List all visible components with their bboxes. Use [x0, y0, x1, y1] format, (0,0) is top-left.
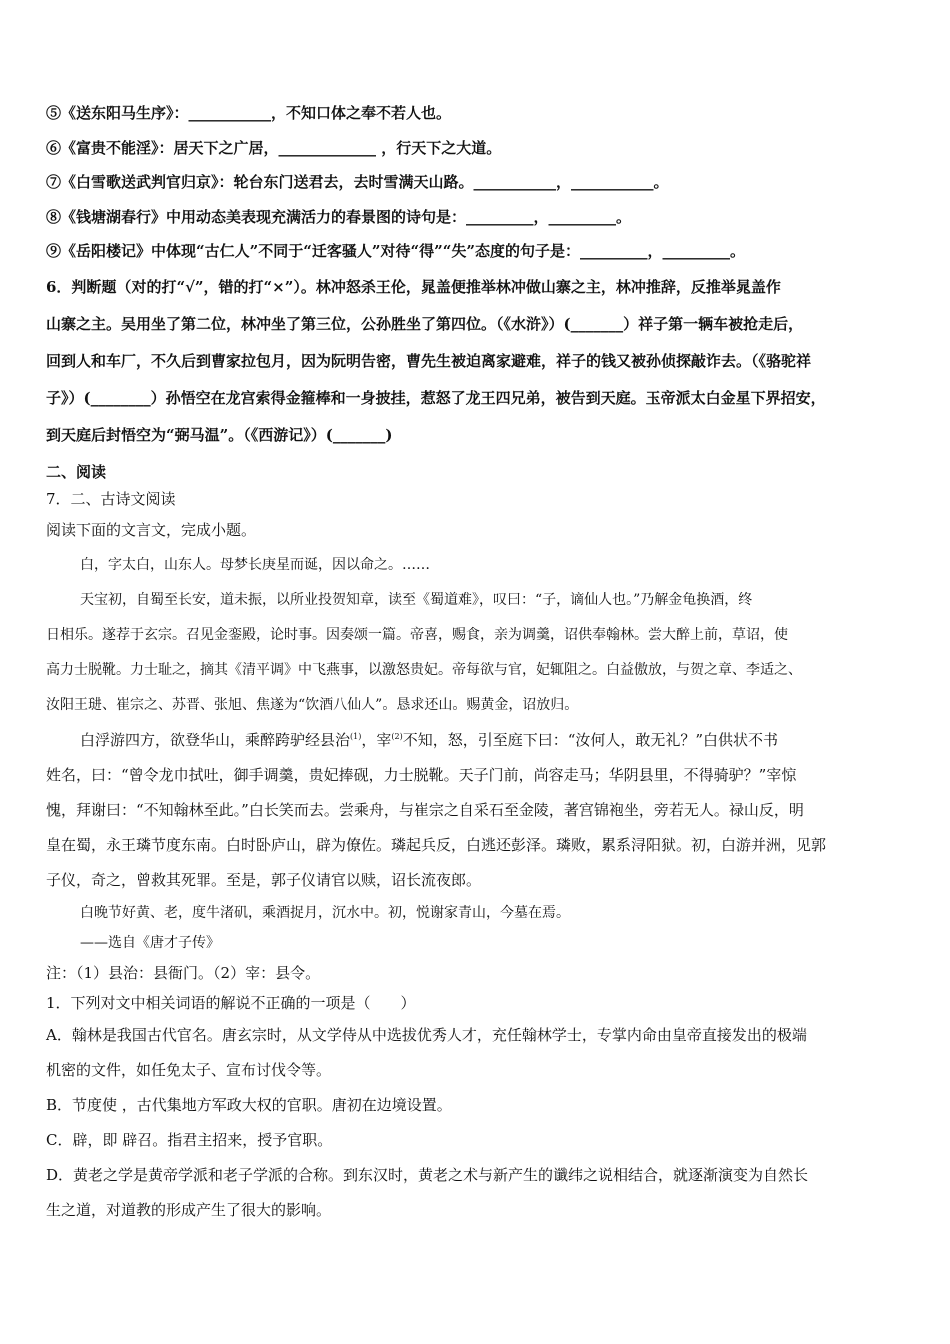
question-6-line: 山寨之主。吴用坐了第二位，林冲坐了第三位，公孙胜坐了第四位。（《水浒》）(_______）祥子第一辆车被抢走后， — [46, 314, 804, 333]
question-6-line: 6．判断题（对的打“√”，错的打“×”）。林冲怒杀王伦，晁盖便推举林冲做山寨之主，林冲推辞，反推举晁盖作 — [46, 277, 781, 296]
reading-instruction: 阅读下面的文言文，完成小题。 — [46, 520, 257, 539]
footnote-mark-2: (2) — [391, 731, 403, 741]
passage-text: 白浮游四方，欲登华山，乘醉跨驴经县治 — [80, 730, 351, 749]
question-6-line: 子》）(________）孙悟空在龙宫索得金箍棒和一身披挂，惹怒了龙王四兄弟，被告到天庭。玉帝派太白金星下界招安， — [46, 388, 826, 407]
passage-line: 天宝初，自蜀至长安，道未振，以所业投贺知章，读至《蜀道难》，叹曰：“子，谪仙人也。”乃解金龟换酒，终 — [80, 591, 753, 608]
question-6-line: 到天庭后封悟空为“弼马温”。（《西游记》）(_______) — [46, 425, 393, 444]
passage-line: 子仪，奇之，曾救其死罪。至是，郭子仪请官以赎，诏长流夜郎。 — [46, 870, 482, 889]
question-1-stem: 1．下列对文中相关词语的解说不正确的一项是（ ） — [46, 993, 416, 1012]
passage-notes: 注：（1）县治：县衙门。（2）宰：县令。 — [46, 963, 321, 982]
option-d-cont: 生之道，对道教的形成产生了很大的影响。 — [46, 1200, 332, 1219]
passage-line — [46, 723, 912, 758]
passage-line: 日相乐。遂荐于玄宗。召见金銮殿，论时事。因奏颂一篇。帝喜，赐食，亲为调羹，诏供奉翰林。尝大醉上前，草诏，使 — [46, 626, 788, 643]
passage-line: 皇在蜀，永王璘节度东南。白时卧庐山，辟为僚佐。璘起兵反，白逃还彭泽。璘败，累系浔阳狱。初，白游并洲，见郭 — [46, 835, 827, 854]
passage-paragraph-4: 白晚节好黄、老，度牛渚矶，乘酒捉月，沉水中。初，悦谢家青山，今墓在焉。 — [80, 904, 570, 921]
document-page — [46, 96, 912, 1228]
question-6 — [46, 269, 912, 454]
question-1 — [46, 988, 912, 1228]
fill-in-item-5: ⑤《送东阳马生序》：___________，不知口体之奉不若人也。 — [46, 104, 452, 122]
fill-in-item-9: ⑨《岳阳楼记》中体现“古仁人”不同于“迁客骚人”对待“得”“失”态度的句子是：_________，_________。 — [46, 242, 746, 260]
footnote-mark-1: (1) — [350, 731, 362, 741]
fill-in-item-6: ⑥《富贵不能淫》：居天下之广居，_____________ ，行天下之大道。 — [46, 138, 502, 157]
option-a: A．翰林是我国古代官名。唐玄宗时，从文学侍从中选拔优秀人才，充任翰林学士，专掌内命由皇帝直接发出的极端 — [46, 1025, 807, 1044]
fill-in-item-8: ⑧《钱塘湖春行》中用动态美表现充满活力的春景图的诗句是：_________，_________。 — [46, 207, 632, 226]
passage-paragraph-1: 白，字太白，山东人。母梦长庚星而诞，因以命之。…… — [80, 556, 430, 573]
option-d: D．黄老之学是黄帝学派和老子学派的合称。到东汉时，黄老之术与新产生的谶纬之说相结合，就逐渐演变为自然长 — [46, 1165, 809, 1184]
option-a-cont: 机密的文件，如任免太子、宣布讨伐令等。 — [46, 1060, 332, 1079]
question-6-line: 回到人和车厂，不久后到曹家拉包月，因为阮明告密，曹先生被迫离家避难，祥子的钱又被孙侦探敲诈去。（《骆驼祥 — [46, 351, 812, 370]
section-heading: 二、阅读 — [46, 462, 107, 481]
passage-line: 汝阳王琎、崔宗之、苏晋、张旭、焦遂为“饮酒八仙人”。恳求还山。赐黄金，诏放归。 — [46, 696, 579, 713]
question-7-label: 7．二、古诗文阅读 — [46, 489, 176, 508]
passage-line: 愧，拜谢曰：“不知翰林至此。”白长笑而去。尝乘舟，与崔宗之自采石至金陵，著宫锦袍坐，旁若无人。禄山反，明 — [46, 800, 804, 819]
passage-line: 姓名，曰：“曾令龙巾拭吐，御手调羹，贵妃捧砚，力士脱靴。天子门前，尚容走马；华阴县里，不得骑驴？”宰惊 — [46, 765, 797, 784]
passage-source: ——选自《唐才子传》 — [80, 934, 220, 951]
passage-text: ，宰 — [361, 730, 392, 749]
passage-line: 高力士脱靴。力士耻之，摘其《清平调》中飞燕事，以激怒贵妃。帝每欲与官，妃辄阻之。白益傲放，与贺之章、李适之、 — [46, 661, 802, 678]
classical-passage — [46, 548, 912, 958]
passage-text: 不知，怒，引至庭下曰：“汝何人，敢无礼？”白供状不书 — [402, 730, 779, 749]
option-b: B．节度使 ，古代集地方军政大权的官职。唐初在边境设置。 — [46, 1095, 452, 1114]
fill-in-list — [46, 96, 912, 269]
option-c: C．辟，即 辟召。指君主招来，授予官职。 — [46, 1130, 333, 1149]
fill-in-item-7: ⑦《白雪歌送武判官归京》：轮台东门送君去，去时雪满天山路。___________，___________。 — [46, 173, 669, 191]
